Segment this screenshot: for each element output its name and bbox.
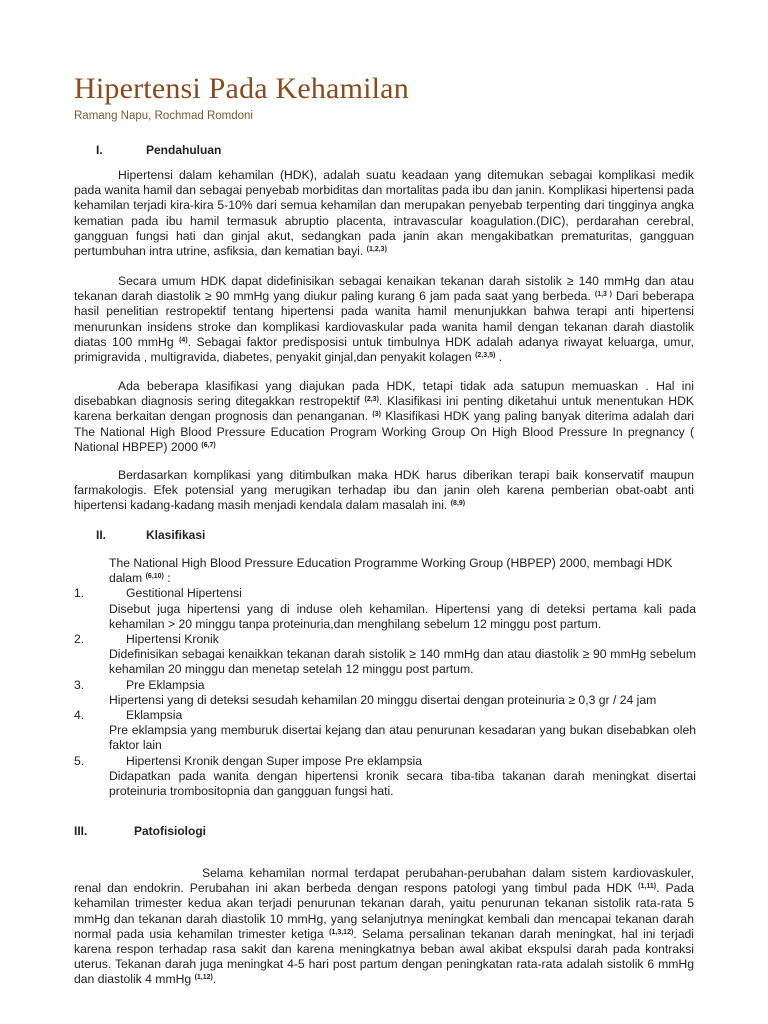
citation: (3)	[372, 411, 381, 419]
citation: (1,3,12)	[329, 928, 354, 936]
section-number: II.	[96, 528, 107, 542]
section-title: Klasifikasi	[146, 528, 206, 542]
citation: (1,3 )	[594, 291, 612, 299]
section-number: I.	[96, 143, 103, 157]
list-item-number: 1.	[74, 586, 85, 601]
citation: (2,3)	[364, 396, 379, 404]
paragraph-text: .	[498, 350, 503, 365]
list-item-number: 3.	[74, 677, 85, 692]
list-item-description: Pre eklampsia yang memburuk disertai kejang dan atau penurunan kesadaran yang bukan disebabkan oleh faktor lain	[109, 723, 696, 753]
section-number: III.	[74, 824, 88, 838]
paragraph-text: .	[212, 972, 217, 987]
list-item-heading	[74, 586, 696, 601]
paragraph-text: Klasifikasi HDK yang paling banyak diterima adalah dari The National High Blood Pressure Education Program Working Group On High Blood Pressure In pregnancy ( National HBPEP) 2000	[74, 409, 694, 454]
paragraph-text: Hipertensi dalam kehamilan (HDK), adalah suatu keadaan yang ditemukan sebagai komplikasi medik pada wanita hamil dan sebagai penyebab morbiditas dan mortalitas pada ibu dan janin. Komplikasi hipertensi pada kehamilan terjadi kira-kira 5-10% dari semua kehamilan dan merupakan penyebab terpenting dari tingginya angka kematian pada ibu hamil termasuk abruptio placenta, intravascular koagulation.(DIC), perdarahan cerebral, gangguan fungsi hati dan ginjal akut, sedangkan pada janin akan mengakibatkan prematuritas, gangguan pertumbuhan intra utrine, asfiksia, dan kematian bayi.	[74, 168, 694, 259]
citation: (8,9)	[450, 500, 466, 508]
paragraph-text: :	[163, 571, 171, 586]
section-heading-pendahuluan	[96, 143, 221, 157]
list-item-description: Hipertensi yang di deteksi sesudah kehamilan 20 minggu disertai dengan proteinuria ≥ 0,3 gr / 24 jam	[109, 692, 657, 707]
list-item-heading	[74, 632, 696, 647]
section-title: Pendahuluan	[146, 143, 222, 157]
list-item-title: Pre Eklampsia	[126, 677, 205, 692]
section-heading-patofisiologi	[74, 824, 206, 838]
list-item-number: 5.	[74, 753, 85, 768]
list-item-heading	[74, 754, 696, 769]
paragraph-text: Ada beberapa klasifikasi yang diajukan pada HDK, tetapi tidak ada satupun memuaskan . Hal ini disebabkan diagnosis sering ditegakkan restropektif	[74, 379, 694, 409]
list-item-heading	[74, 708, 696, 723]
paragraph-text: Secara umum HDK dapat didefinisikan sebagai kenaikan tekanan darah sistolik ≥ 140 mmHg dan atau tekanan darah diastolik ≥ 90 mmHg yang diukur paling kurang 6 jam pada saat yang berbeda.	[74, 274, 694, 304]
paragraph-text: . Pada kehamilan trimester kedua akan terjadi penurunan tekanan darah, yaitu penurunan tekanan sistolik rata-rata 5 mmHg dan tekanan darah diastolik 10 mmHg, yang selanjutnya meningkat kembali dan mencapai tekanan darah normal pada usia kehamilan trimester ketiga	[74, 881, 694, 941]
citation: (1,12)	[194, 974, 213, 982]
paragraph-2	[74, 274, 694, 365]
citation: (6,10)	[145, 573, 164, 581]
list-item-title: Hipertensi Kronik	[126, 632, 219, 647]
citation: (4)	[179, 336, 188, 344]
paragraph-text: Berdasarkan komplikasi yang ditimbulkan maka HDK harus diberikan terapi baik konservatif maupun farmakologis. Efek potensial yang merugikan terhadap ibu dan janin oleh karena pemberian obat-oabt anti hipertensi kadang-kadang masih menjadi kendala dalam masalah ini.	[74, 468, 694, 513]
citation: (1,2,3)	[366, 246, 387, 254]
paragraph-4	[74, 468, 694, 514]
paragraph-text: Dari beberapa hasil penelitian restropektif tentang hipertensi pada wanita hamil menunjukkan bahwa terapi anti hipertensi menurunkan insidens stroke dan komplikasi kardiovaskular pada wanita hamil dengan tekanan darah diastolik diatas 100 mmHg	[74, 289, 695, 349]
paragraph-text: . Sebagai faktor predisposisi untuk timbulnya HDK adalah adanya riwayat keluarga, umur, primigravida , multigravida, diabetes, penyakit ginjal,dan penyakit kolagen	[74, 334, 695, 365]
authors: Ramang Napu, Rochmad Romdoni	[74, 110, 253, 122]
list-item-title: Eklampsia	[126, 708, 183, 723]
list-item-description: Didefinisikan sebagai kenaikkan tekanan darah sistolik ≥ 140 mmHg dan atau diastolik ≥ 90 mmHg sebelum kehamilan 20 minggu dan menetap setelah 12 minggu post partum.	[109, 647, 696, 677]
citation: (6,7)	[201, 441, 216, 449]
paragraph-text: . Klasifikasi ini penting diketahui untuk menentukan HDK karena berkaitan dengan prognosis dan penanganan.	[74, 394, 694, 424]
paragraph-text: . Selama persalinan tekanan darah meningkat, hal ini terjadi karena respon terhadap rasa sakit dan karena meningkatnya beban awal akibat ekspulsi darah pada kontraksi uterus. Tekanan darah juga meningkat 4-5 hari post partum dengan peningkatan rata-rata adalah sistolik 6 mmHg dan diastolik 4 mmHg	[74, 926, 694, 987]
paragraph-text: Selama kehamilan normal terdapat perubahan-perubahan dalam sistem kardiovaskuler, renal dan endokrin. Perubahan ini akan berbeda dengan respons patologi yang timbul pada HDK	[74, 866, 694, 896]
list-item-title: Hipertensi Kronik dengan Super impose Pre eklampsia	[126, 753, 423, 768]
list-item-heading	[74, 678, 696, 693]
paragraph-3	[74, 379, 694, 455]
section-title: Patofisiologi	[134, 824, 206, 838]
list-item-description: Didapatkan pada wanita dengan hipertensi kronik secara tiba-tiba takanan darah meningkat disertai proteinuria trombositopnia dan gangguan fungsi hati.	[109, 768, 696, 799]
list-item-title: Gestitional Hipertensi	[126, 586, 242, 601]
list-item-number: 2.	[74, 632, 85, 647]
paragraph-5	[74, 866, 694, 988]
paragraph-1	[74, 168, 694, 259]
classification-list	[74, 556, 696, 799]
citation: (2,3,5)	[475, 352, 496, 360]
citation: (1,11)	[638, 883, 657, 891]
document-title: Hipertensi Pada Kehamilan	[74, 72, 409, 105]
list-item-description: Disebut juga hipertensi yang di induse oleh kehamilan. Hipertensi yang di deteksi pertama kali pada kehamilan > 20 minggu tanpa proteinuria,dan menghilang sebelum 12 minggu post partum.	[109, 601, 696, 631]
classification-intro	[74, 556, 696, 586]
section-heading-klasifikasi	[96, 528, 205, 542]
list-item-number: 4.	[74, 708, 85, 723]
paragraph-text: The National High Blood Pressure Education Programme Working Group (HBPEP) 2000, membagi HDK dalam	[109, 556, 673, 586]
